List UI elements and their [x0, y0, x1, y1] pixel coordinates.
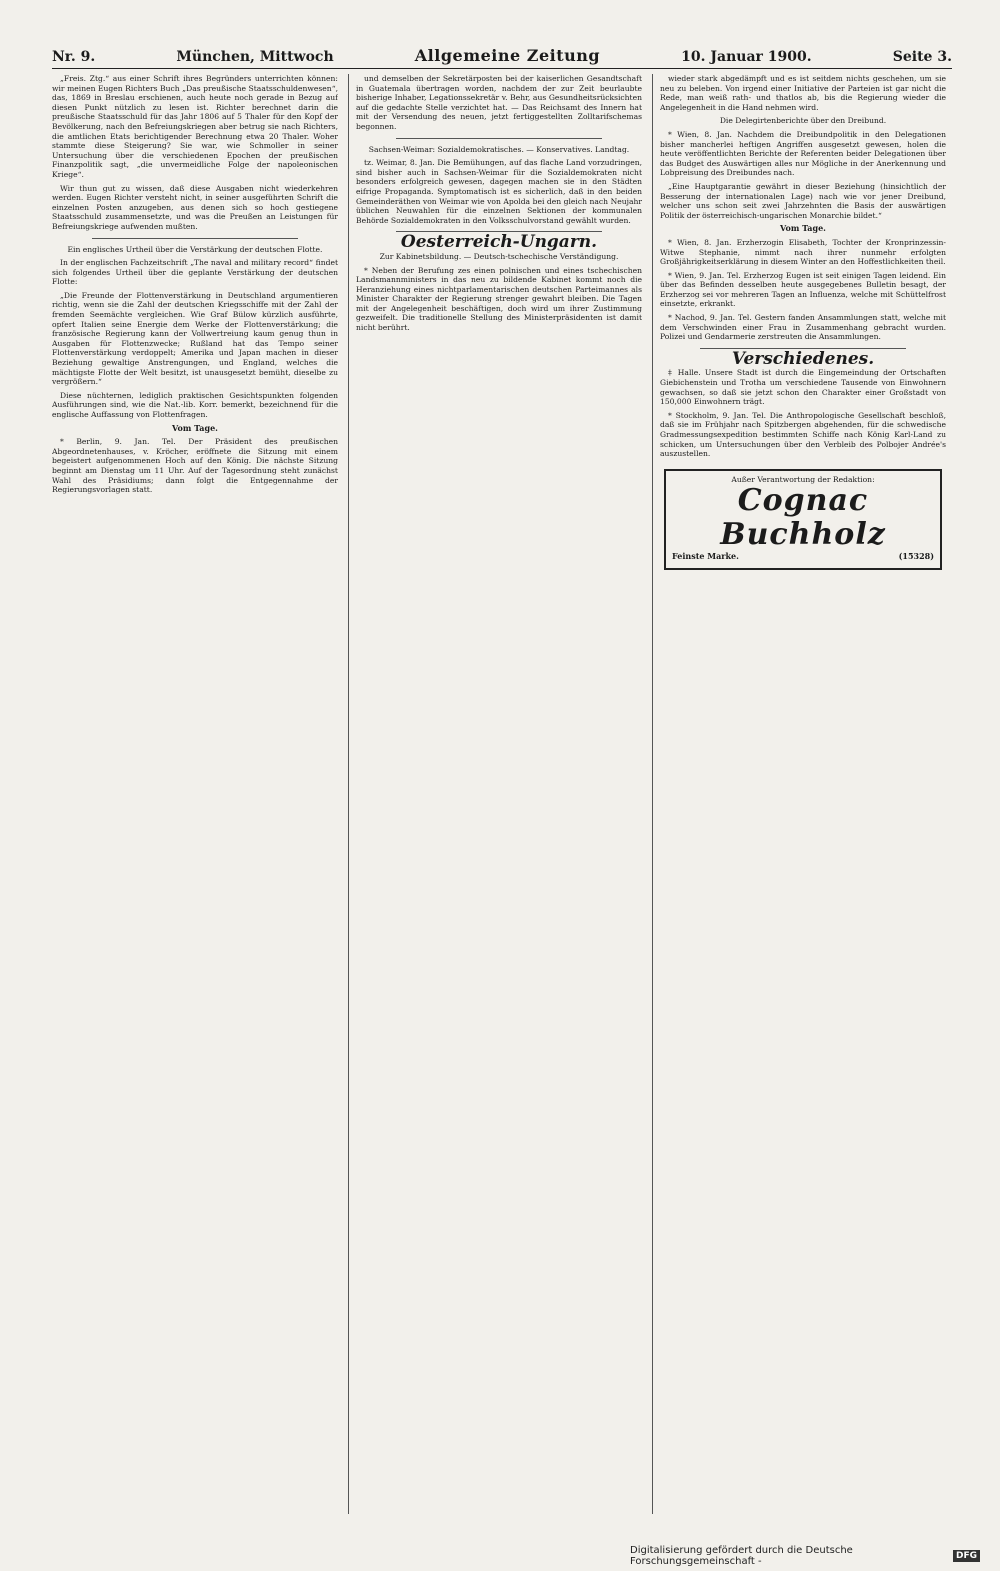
paragraph: wieder stark abgedämpft und es ist seitdem nichts geschehen, um sie neu zu beleben. Von irgend einer Initiative der Parteien ist gar nicht die Rede, man weiß rath- und thatlos ab, bis die Regierung wieder die Angelegenheit in die Hand nehmen wird. [660, 74, 946, 112]
paragraph: ‡ Halle. Unsere Stadt ist durch die Eingemeindung der Ortschaften Giebichenstein und Trotha um verschiedene Tausende von Einwohnern gewachsen, so daß sie jetzt schon den Charakter einer Großstadt von 150,000 Einwohnern trägt. [660, 368, 946, 407]
dfg-logo: DFG [953, 1550, 980, 1562]
ad-code: (15328) [898, 551, 934, 562]
paragraph: „Die Freunde der Flottenverstärkung in Deutschland argumentieren richtig, wenn sie die Zahl der deutschen Kriegsschiffe mit der Zahl der fremden Seemächte vergleichen. Wie Graf Bülow kürzlich ausführte, opfert Italien seine Energie dem Werke der Flottenverstärkung; die französische Regierung kann der Vollwertreiung kaum genug thun in Ausgaben für Flottenzwecke; Rußland hat das Tempo seiner Flottenverstärkung verdoppelt; Amerika und Japan machen in dieser Beziehung gewaltige Anstrengungen, und England, welches die mächtigste Flotte der Welt besitzt, ist unausgesetzt bemüht, dieselbe zu vergrößern.“ [52, 290, 338, 387]
column-divider [348, 74, 349, 1514]
credit-text: Digitalisierung gefördert durch die Deutsche Forschungsgemeinschaft - [630, 1545, 853, 1567]
place-date: München, Mittwoch [176, 49, 334, 65]
ad-brand: Cognac Buchholz [720, 483, 886, 553]
column-divider [652, 74, 653, 1514]
paragraph: In der englischen Fachzeitschrift „The naval and military record“ findet sich folgendes Urtheil über die geplante Verstärkung der deutschen Flotte: [52, 258, 338, 287]
paragraph: * Neben der Berufung zes einen polnischen und eines tschechischen Landsmannministers in das neu zu bildende Kabinet kommt noch die Heranziehung eines nichtparlamentarischen deutschen Parteimannes als Minister Charakter der Regierung strenger gewahrt bleiben. Die Tagen mit der Angelegenheit beschäftigen, doch wird um ihrer Zustimmung gezweifelt. Die traditionelle Stellung des Ministerpräsidenten ist damit nicht berührt. [356, 265, 642, 333]
article-columns [52, 74, 952, 1514]
paragraph: Diese nüchternen, lediglich praktischen Gesichtspunkten folgenden Ausführungen sind, wie die Nat.-lib. Korr. bemerkt, bezeichnend für die englische Auffassung von Flottenfragen. [52, 390, 338, 419]
ad-footer [672, 552, 934, 562]
page-number: Seite 3. [892, 49, 952, 65]
issue-date: 10. Januar 1900. [681, 49, 812, 65]
advertisement [664, 469, 942, 570]
column-left [52, 74, 338, 1514]
ad-tagline: Feinste Marke. [672, 551, 739, 562]
section-title: Verschiedenes. [731, 348, 875, 369]
section-heading: Vom Tage. [172, 422, 218, 433]
paragraph: * Stockholm, 9. Jan. Tel. Die Anthropologische Gesellschaft beschloß, daß sie im Frühjahr nach Spitzbergen abgehenden, für die schwedische Gradmessungsexpedition bestimmten Schiffe nach König Karl-Land zu schicken, um Untersuchungen über den Verbleib des Polbojer Andrée's auszustellen. [660, 410, 946, 459]
digitization-credit [630, 1547, 980, 1565]
ad-note: Außer Verantwortung der Redaktion: [731, 474, 875, 484]
article-heading: Ein englisches Urtheil über die Verstärkung der deutschen Flotte. [67, 244, 323, 254]
paragraph: * Wien, 9. Jan. Tel. Erzherzog Eugen ist seit einigen Tagen leidend. Ein über das Befinden desselben heute ausgegebenes Bulletin besagt, der Erzherzog sei vor mehreren Tagen an Influenza, welche mit Schüttelfrost einsetzte, erkrankt. [660, 270, 946, 309]
article-heading: Zur Kabinetsbildung. — Deutsch-tschechische Verständigung. [379, 251, 619, 261]
article-heading: Die Delegirtenberichte über den Dreibund. [719, 116, 887, 126]
paragraph: * Wien, 8. Jan. Nachdem die Dreibundpolitik in den Delegationen bisher mancherlei heftigen Angriffen ausgesetzt gewesen, holen die heute veröffentlichten Berichte der Referenten beider Delegationen über das Budget des Auswärtigen alles nur Mögliche in der Anerkennung und Lobpreisung des Dreibundes nach. [660, 129, 946, 178]
issue-number: Nr. 9. [52, 49, 96, 65]
paragraph: „Freis. Ztg.“ aus einer Schrift ihres Begründers unterrichten können: wir meinen Eugen Richters Buch „Das preußische Staatsschuldenwesen“, das, 1869 in Breslau erschienen, auch heute noch gerade in Bezug auf diesen Punkt nützlich zu lesen ist. Richter berechnet darin die preußische Staatsschuld für das Jahr 1806 auf 5 Thaler für den Kopf der Bevölkerung, nach den Befreiungskriegen aber betrug sie nach Richters, die amtlichen Etats berichtigender Berechnung etwa 20 Thaler. Woher stammte diese Steigerung? Sie war, wie Schmoller in seiner Untersuchung über die verschiedenen Epochen der preußischen Finanzpolitik sagt, „die unvermeidliche Folge der napoleonischen Kriege“. [52, 74, 338, 179]
paragraph: Wir thun gut zu wissen, daß diese Ausgaben nicht wiederkehren werden. Eugen Richter versteht nicht, in seiner ausgeführten Schrift die einzelnen Posten anzugeben, aus denen sich so hoch gestiegene Staatsschuld zusammensetzte, und was die Preußen an Leistungen für Befreiungskriege aufwenden mußten. [52, 183, 338, 231]
divider [396, 138, 602, 139]
page-header [52, 46, 952, 69]
paragraph: * Berlin, 9. Jan. Tel. Der Präsident des preußischen Abgeordnetenhauses, v. Kröcher, eröffnete die Sitzung mit einem begeistert aufgenommenen Hoch auf den König. Die nächste Sitzung beginnt am Dienstag um 11 Uhr. Auf der Tagesordnung steht zunächst Wahl des Präsidiums; dann folgt die Entgegennahme der Regierungsvorlagen statt. [52, 437, 338, 495]
paragraph: * Wien, 8. Jan. Erzherzogin Elisabeth, Tochter der Kronprinzessin-Witwe Stephanie, nimmt nach ihrer nunmehr erfolgten Großjährigkeitserklärung in diesem Winter an den Hoffestlichkeiten theil. [660, 237, 946, 267]
column-right [660, 74, 946, 1514]
article-heading: Sachsen-Weimar: Sozialdemokratisches. — Konservatives. Landtag. [368, 144, 630, 154]
section-heading: Vom Tage. [780, 223, 826, 234]
paragraph: tz. Weimar, 8. Jan. Die Bemühungen, auf das flache Land vorzudringen, sind bisher auch in Sachsen-Weimar für die Sozialdemokraten nicht besonders erfolgreich gewesen, dagegen machen sie in den Städten eifrige Propaganda. Symptomatisch ist es sicherlich, daß in den beiden Gemeinderäthen von Weimar wie von Apolda bei den gleich nach Neujahr üblichen Neuwahlen für die einzelnen Sektionen der kommunalen Behörde Sozialdemokraten in den Volksschulvorstand gewählt wurden. [356, 158, 642, 225]
paragraph: * Nachod, 9. Jan. Tel. Gestern fanden Ansammlungen statt, welche mit dem Verschwinden einer Frau in Zusammenhang gebracht wurden. Polizei und Gendarmerie zerstreuten die Ansammlungen. [660, 313, 946, 342]
divider [92, 238, 298, 239]
section-title: Oesterreich-Ungarn. [400, 232, 598, 253]
paragraph: und demselben der Sekretärposten bei der kaiserlichen Gesandtschaft in Guatemala übertragen worden, nachdem der zur Zeit beurlaubte bisherige Inhaber, Legationssekretär v. Behr, aus Gesundheitsrücksichten auf die gedachte Stelle verzichtet hat. — Das Reichsamt des Innern hat mit der Versendung des neuen, jetzt fertiggestellten Zolltarifschemas begonnen. [356, 74, 642, 131]
column-middle [356, 74, 642, 1514]
masthead-title: Allgemeine Zeitung [414, 46, 601, 65]
paragraph: „Eine Hauptgarantie gewährt in dieser Beziehung (hinsichtlich der Besserung der internationalen Lage) nach wie vor jener Dreibund, welcher uns schon seit zwei Jahrzehnten die Basis der auswärtigen Politik der österreichisch-ungarischen Monarchie bildet.“ [660, 181, 946, 220]
